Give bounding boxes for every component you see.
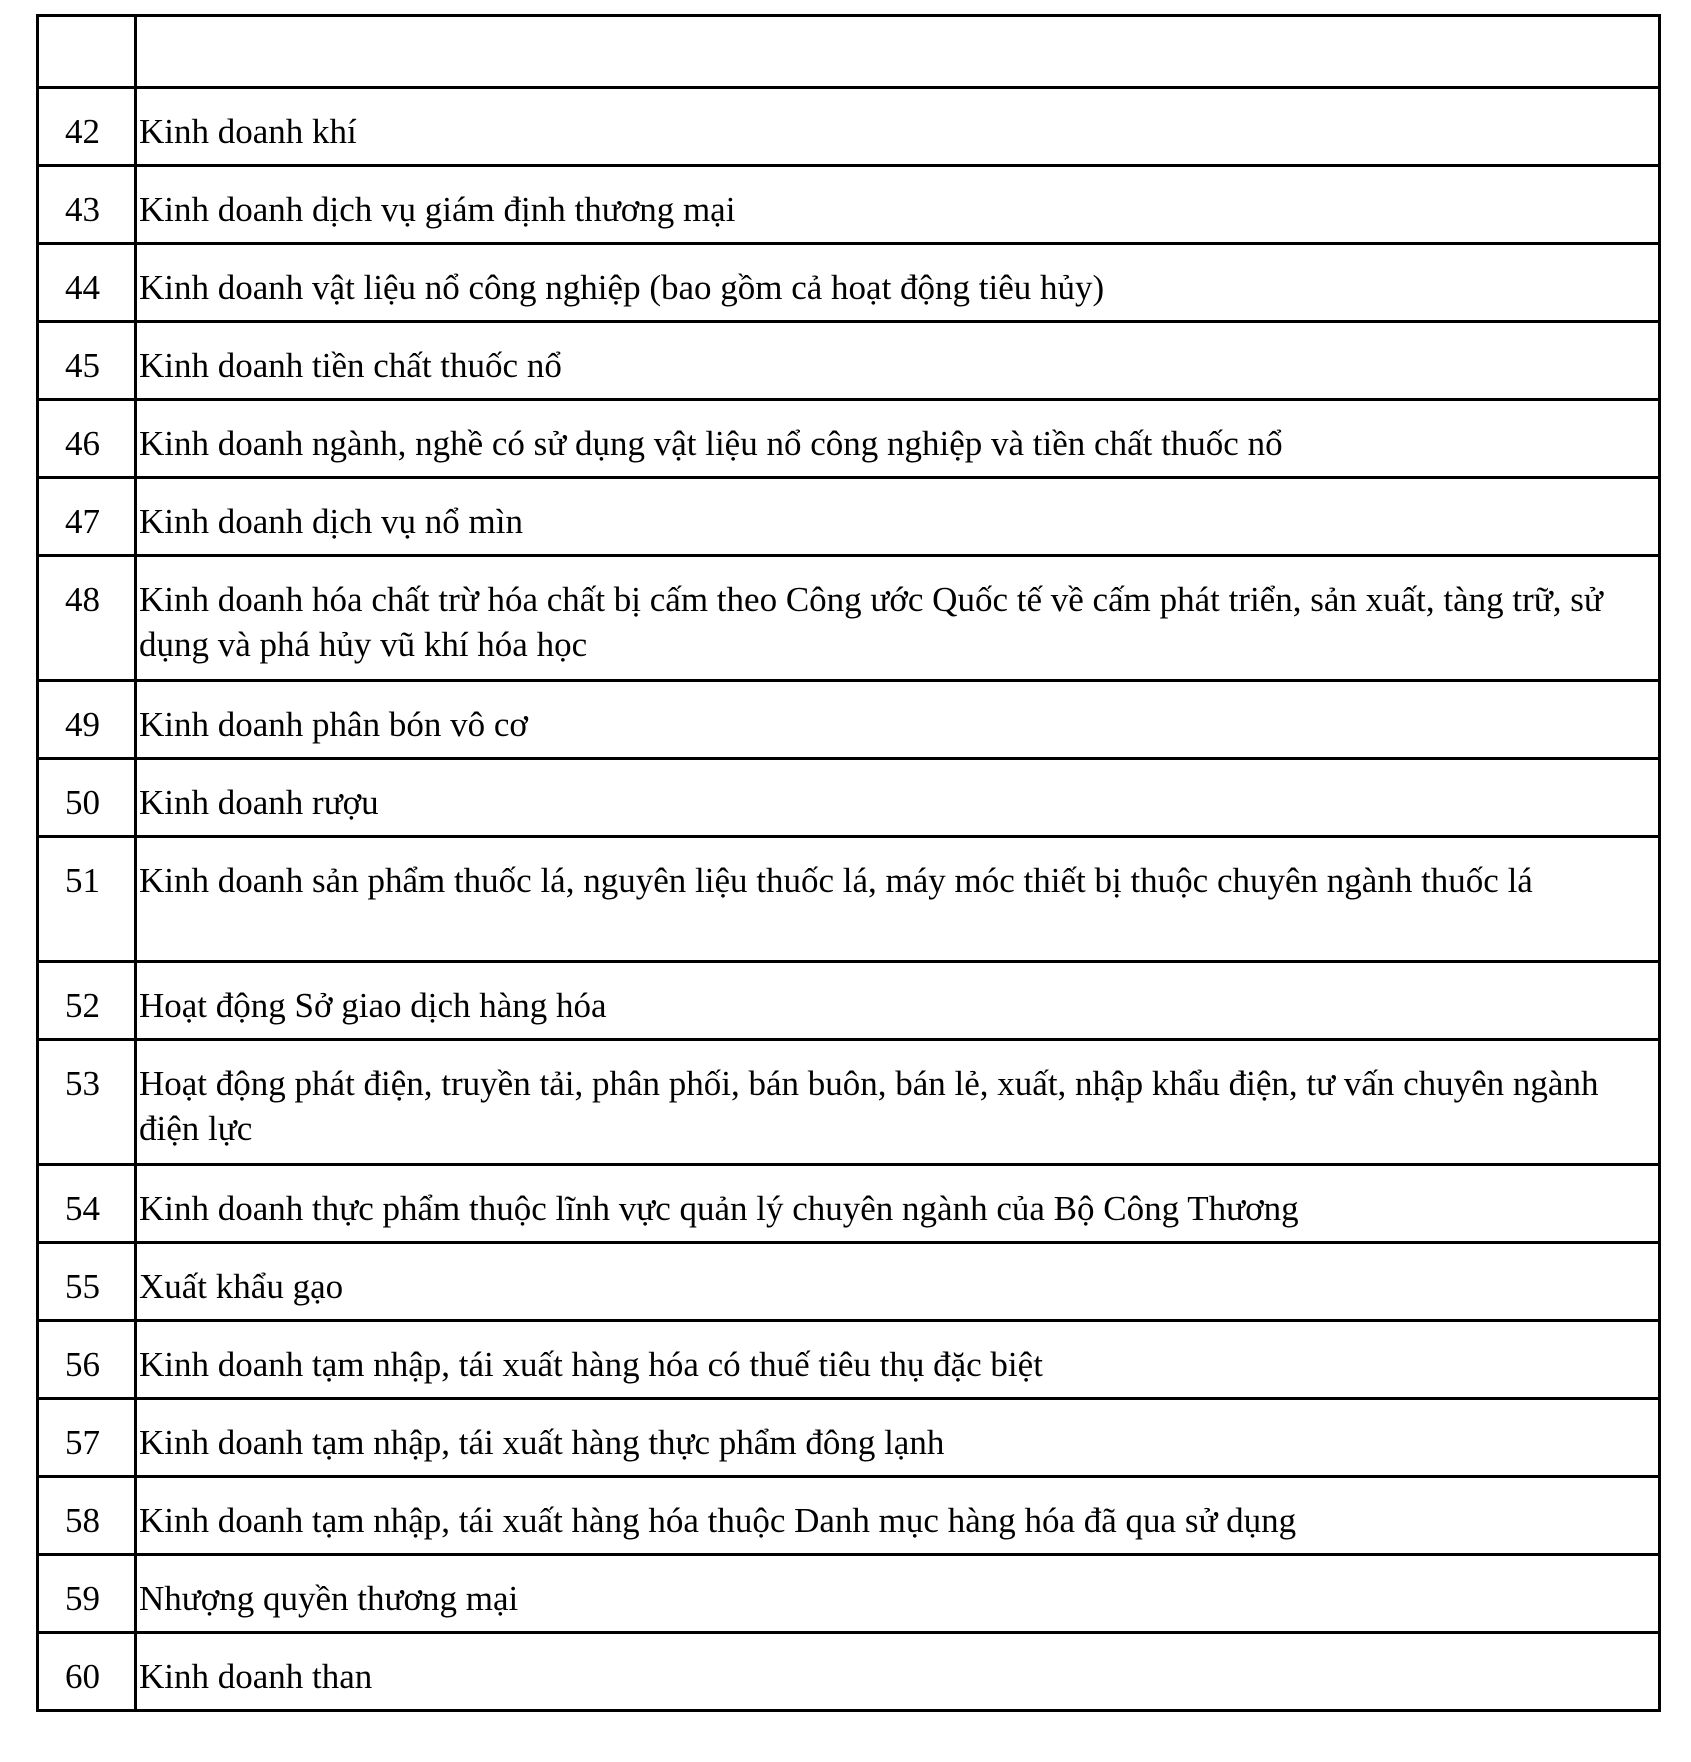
row-number: 43 — [38, 166, 136, 244]
table-row — [38, 1555, 1660, 1633]
row-number: 49 — [38, 681, 136, 759]
header-number-cell — [38, 16, 136, 88]
table-row — [38, 1399, 1660, 1477]
row-number: 58 — [38, 1477, 136, 1555]
table-row — [38, 556, 1660, 681]
row-number: 53 — [38, 1040, 136, 1165]
row-number: 57 — [38, 1399, 136, 1477]
row-number: 42 — [38, 88, 136, 166]
table-row — [38, 1477, 1660, 1555]
row-text: Kinh doanh tạm nhập, tái xuất hàng thực phẩm đông lạnh — [136, 1399, 1660, 1477]
row-text: Kinh doanh dịch vụ giám định thương mại — [136, 166, 1660, 244]
table-header-row — [38, 16, 1660, 88]
row-text: Kinh doanh khí — [136, 88, 1660, 166]
row-number: 50 — [38, 759, 136, 837]
row-text: Kinh doanh sản phẩm thuốc lá, nguyên liệu thuốc lá, máy móc thiết bị thuộc chuyên ngành thuốc lá — [136, 837, 1660, 962]
header-description-cell — [136, 16, 1660, 88]
row-text: Hoạt động Sở giao dịch hàng hóa — [136, 962, 1660, 1040]
row-number: 46 — [38, 400, 136, 478]
row-number: 51 — [38, 837, 136, 962]
table-row — [38, 1633, 1660, 1711]
row-number: 56 — [38, 1321, 136, 1399]
row-text: Xuất khẩu gạo — [136, 1243, 1660, 1321]
row-text: Kinh doanh hóa chất trừ hóa chất bị cấm theo Công ước Quốc tế về cấm phát triển, sản xuất, tàng trữ, sử dụng và phá hủy vũ khí hóa học — [136, 556, 1660, 681]
row-text: Kinh doanh phân bón vô cơ — [136, 681, 1660, 759]
table-row — [38, 166, 1660, 244]
row-number: 54 — [38, 1165, 136, 1243]
row-number: 47 — [38, 478, 136, 556]
table-row — [38, 1243, 1660, 1321]
row-text: Nhượng quyền thương mại — [136, 1555, 1660, 1633]
table-row — [38, 400, 1660, 478]
table-row — [38, 837, 1660, 962]
row-number: 52 — [38, 962, 136, 1040]
row-number: 55 — [38, 1243, 136, 1321]
row-number: 48 — [38, 556, 136, 681]
table-row — [38, 759, 1660, 837]
row-number: 44 — [38, 244, 136, 322]
row-number: 45 — [38, 322, 136, 400]
row-text: Kinh doanh vật liệu nổ công nghiệp (bao gồm cả hoạt động tiêu hủy) — [136, 244, 1660, 322]
table-row — [38, 681, 1660, 759]
table-row — [38, 1165, 1660, 1243]
business-lines-table — [36, 14, 1661, 1712]
table-row — [38, 88, 1660, 166]
row-text: Kinh doanh thực phẩm thuộc lĩnh vực quản lý chuyên ngành của Bộ Công Thương — [136, 1165, 1660, 1243]
table-row — [38, 478, 1660, 556]
row-text: Kinh doanh tạm nhập, tái xuất hàng hóa có thuế tiêu thụ đặc biệt — [136, 1321, 1660, 1399]
table-row — [38, 1321, 1660, 1399]
table-row — [38, 1040, 1660, 1165]
row-text: Kinh doanh tạm nhập, tái xuất hàng hóa thuộc Danh mục hàng hóa đã qua sử dụng — [136, 1477, 1660, 1555]
row-text: Kinh doanh tiền chất thuốc nổ — [136, 322, 1660, 400]
row-text: Hoạt động phát điện, truyền tải, phân phối, bán buôn, bán lẻ, xuất, nhập khẩu điện, tư vấn chuyên ngành điện lực — [136, 1040, 1660, 1165]
row-text: Kinh doanh dịch vụ nổ mìn — [136, 478, 1660, 556]
row-text: Kinh doanh than — [136, 1633, 1660, 1711]
row-text: Kinh doanh ngành, nghề có sử dụng vật liệu nổ công nghiệp và tiền chất thuốc nổ — [136, 400, 1660, 478]
row-number: 60 — [38, 1633, 136, 1711]
table-row — [38, 322, 1660, 400]
table-row — [38, 962, 1660, 1040]
row-text: Kinh doanh rượu — [136, 759, 1660, 837]
row-number: 59 — [38, 1555, 136, 1633]
table-row — [38, 244, 1660, 322]
